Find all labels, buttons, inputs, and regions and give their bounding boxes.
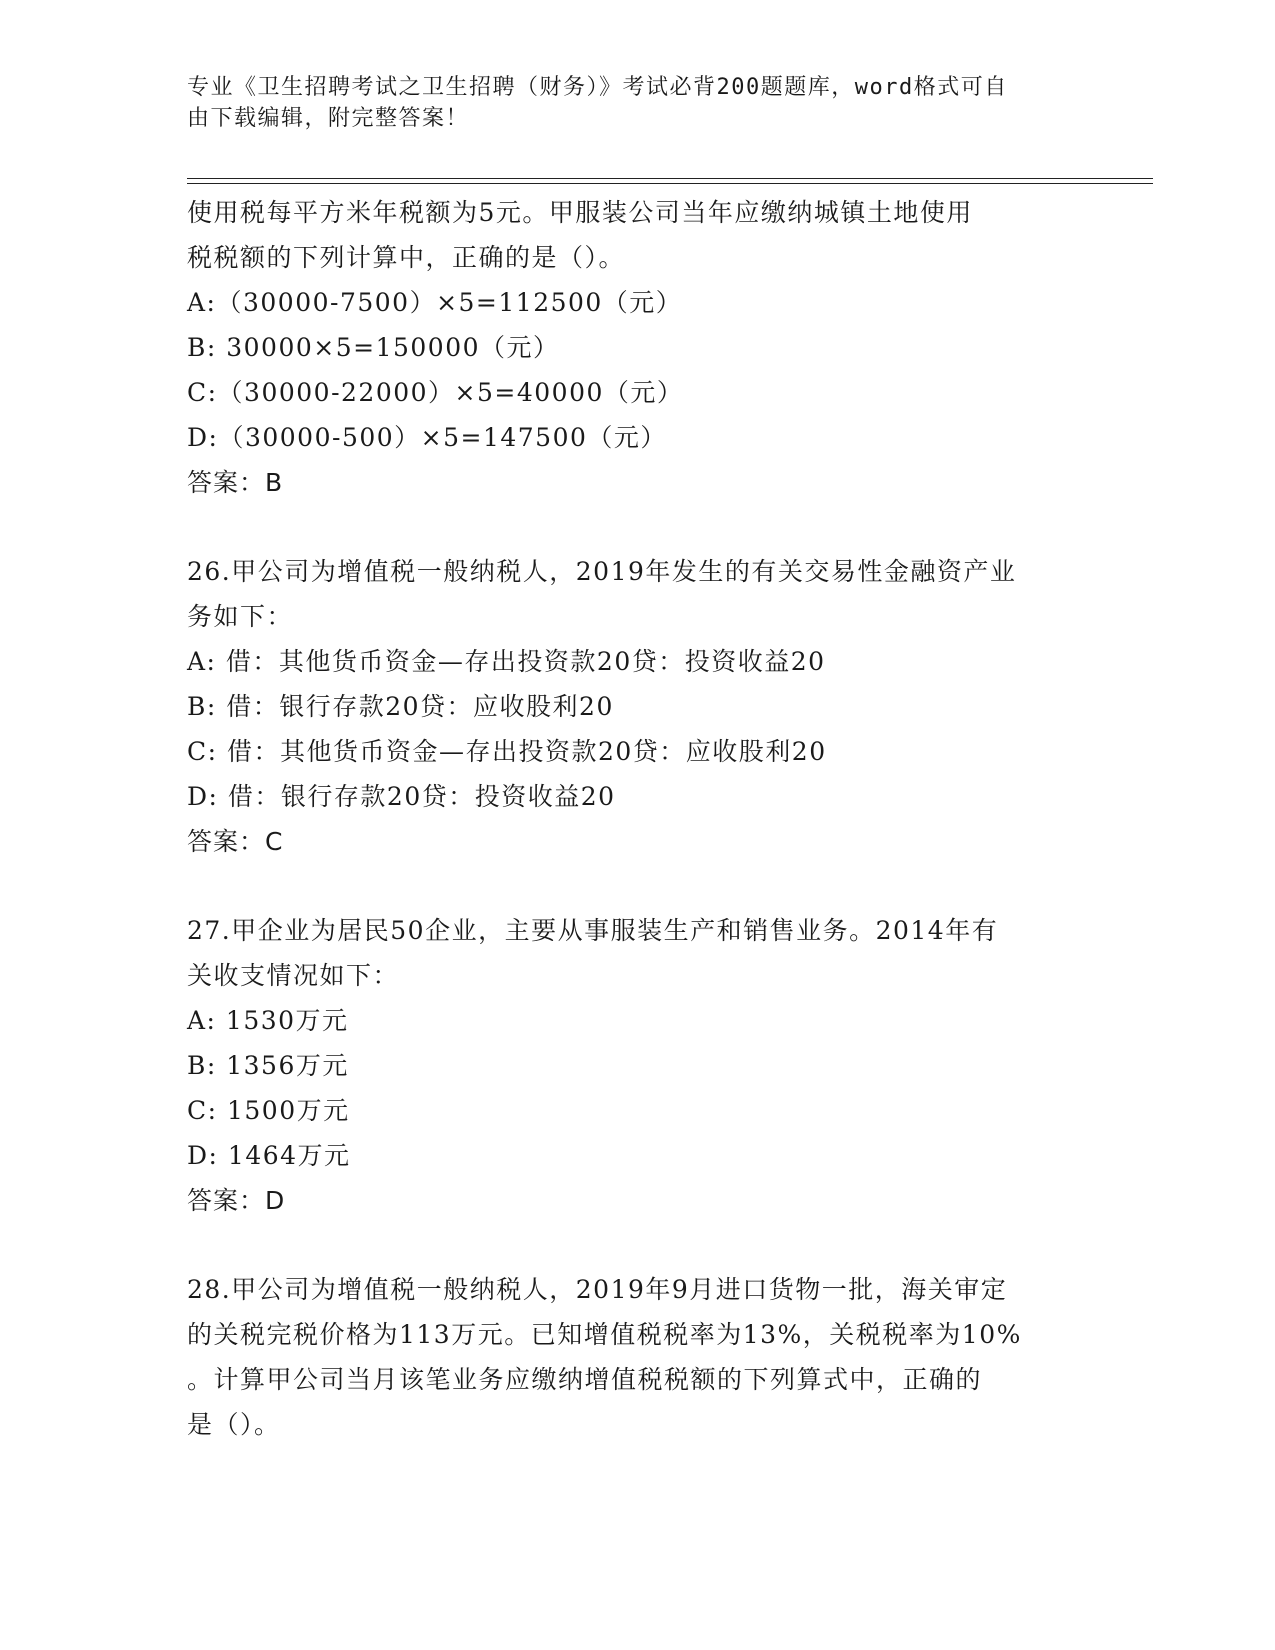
- question-26: [187, 549, 1127, 864]
- answer: 答案：B: [187, 468, 284, 497]
- header-divider-bottom: [187, 183, 1153, 184]
- question-text-line: 。计算甲公司当月该笔业务应缴纳增值税税额的下列算式中，正确的: [187, 1365, 983, 1394]
- question-text-line: 26.甲公司为增值税一般纳税人，2019年发生的有关交易性金融资产业: [187, 557, 1017, 586]
- option-b: B: 借：银行存款20贷：应收股利20: [187, 692, 614, 721]
- answer: 答案：C: [187, 827, 284, 856]
- answer: 答案：D: [187, 1186, 286, 1215]
- question-text-line: 使用税每平方米年税额为5元。甲服装公司当年应缴纳城镇土地使用: [187, 198, 973, 227]
- spacer: [187, 864, 1127, 908]
- option-d: D: 1464万元: [187, 1141, 351, 1170]
- spacer: [187, 505, 1127, 549]
- option-a: A: 借：其他货币资金—存出投资款20贷：投资收益20: [187, 647, 826, 676]
- option-d: D: 借：银行存款20贷：投资收益20: [187, 782, 616, 811]
- option-c: C: 借：其他货币资金—存出投资款20贷：应收股利20: [187, 737, 827, 766]
- question-27: [187, 908, 1127, 1223]
- option-b: B: 30000×5=150000（元）: [187, 333, 560, 362]
- header-divider-top: [187, 178, 1153, 179]
- option-d: D:（30000-500）×5=147500（元）: [187, 423, 667, 452]
- question-text-line: 是（）。: [187, 1410, 281, 1439]
- header-line-2: 由下载编辑，附完整答案！: [187, 106, 470, 131]
- question-text-line: 的关税完税价格为113万元。已知增值税税率为13%，关税税率为10%: [187, 1320, 1022, 1349]
- option-c: C: 1500万元: [187, 1096, 350, 1125]
- option-a: A:（30000-7500）×5=112500（元）: [187, 288, 683, 317]
- question-text-line: 关收支情况如下：: [187, 961, 400, 990]
- document-header: [187, 72, 1087, 134]
- question-text-line: 务如下：: [187, 602, 294, 631]
- question-28: [187, 1267, 1127, 1447]
- question-list: [187, 190, 1127, 1447]
- question-text-line: 27.甲企业为居民50企业，主要从事服装生产和销售业务。2014年有: [187, 916, 999, 945]
- question-25: [187, 190, 1127, 505]
- option-c: C:（30000-22000）×5=40000（元）: [187, 378, 684, 407]
- spacer: [187, 1223, 1127, 1267]
- question-text-line: 税税额的下列计算中，正确的是（）。: [187, 243, 626, 272]
- option-b: B: 1356万元: [187, 1051, 349, 1080]
- option-a: A: 1530万元: [187, 1006, 349, 1035]
- header-line-1: 专业《卫生招聘考试之卫生招聘（财务）》考试必背200题题库，word格式可自: [187, 75, 1008, 100]
- question-text-line: 28.甲公司为增值税一般纳税人，2019年9月进口货物一批，海关审定: [187, 1275, 1008, 1304]
